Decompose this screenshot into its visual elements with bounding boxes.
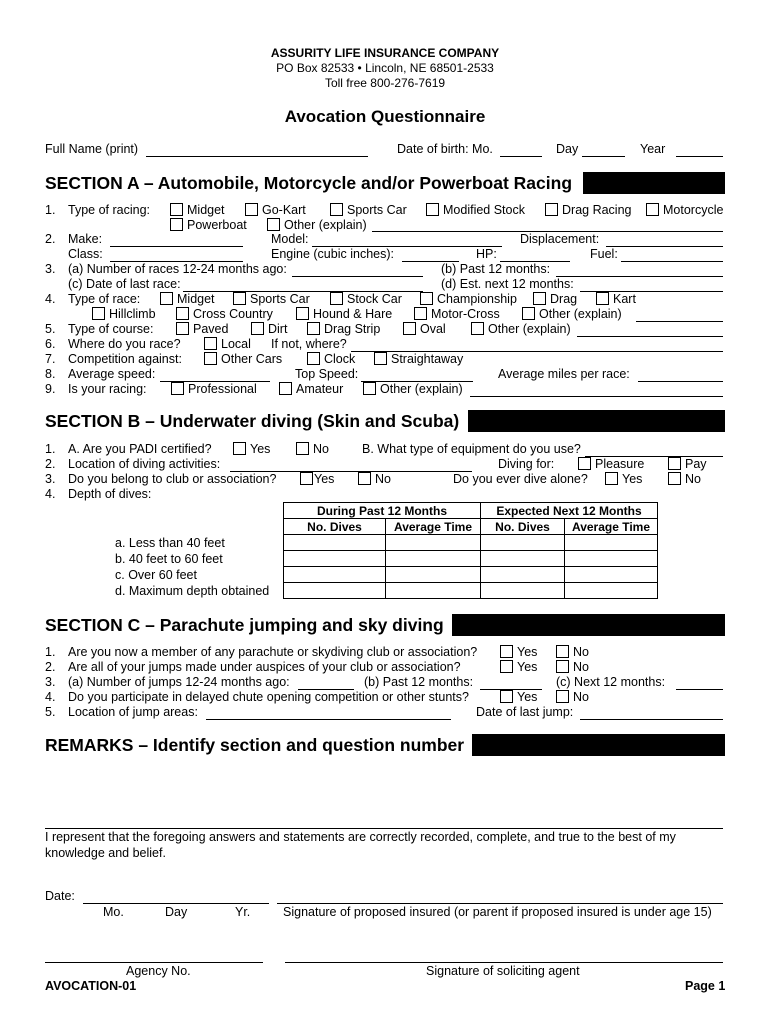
table-cell[interactable] <box>284 567 386 583</box>
checkbox-race-hound-hare[interactable]: Hound & Hare <box>296 307 392 322</box>
checkbox-course-oval[interactable]: Oval <box>403 322 446 337</box>
checkbox-motorcycle[interactable]: Motorcycle <box>646 203 723 218</box>
q-number: 3. <box>45 675 56 689</box>
class-label: Class: <box>68 247 103 261</box>
table-cell[interactable] <box>481 567 565 583</box>
racing-status-label: Is your racing: <box>68 382 147 396</box>
agent-signature-label: Signature of soliciting agent <box>426 964 580 978</box>
checkbox-clock[interactable]: Clock <box>307 352 355 367</box>
checkbox-club-no[interactable]: No <box>358 472 391 487</box>
dob-label: Date of birth: Mo. <box>397 142 493 156</box>
checkbox-alone-yes[interactable]: Yes <box>605 472 642 487</box>
checkbox-member-yes[interactable]: Yes <box>500 645 537 660</box>
form-number: AVOCATION-01 <box>45 979 137 993</box>
course-type-label: Type of course: <box>68 322 154 336</box>
fuel-field[interactable] <box>621 261 723 262</box>
section-a-title: SECTION A – Automobile, Motorcycle and/or Powerboat Racing <box>45 173 573 193</box>
table-cell[interactable] <box>386 583 481 599</box>
last-race-label: (c) Date of last race: <box>68 277 181 291</box>
racing-type-label: Type of racing: <box>68 203 150 217</box>
table-cell[interactable] <box>284 535 386 551</box>
section-c-bar <box>452 614 725 636</box>
table-col-header: No. Dives <box>284 519 386 535</box>
full-name-label: Full Name (print) <box>45 142 139 156</box>
q-number: 2. <box>45 660 56 674</box>
form-title: Avocation Questionnaire <box>284 107 486 126</box>
checkbox-race-hillclimb[interactable]: Hillclimb <box>92 307 156 322</box>
q-number: 4. <box>45 690 56 704</box>
table-col-header: Average Time <box>386 519 481 535</box>
dive-alone-label: Do you ever dive alone? <box>453 472 588 486</box>
section-b-bar <box>468 410 725 432</box>
checkbox-delayed-yes[interactable]: Yes <box>500 690 537 705</box>
checkbox-modified-stock[interactable]: Modified Stock <box>426 203 525 218</box>
agency-field[interactable] <box>45 962 263 963</box>
course-other-field[interactable] <box>577 336 723 337</box>
table-cell[interactable] <box>386 535 481 551</box>
last-jump-label: Date of last jump: <box>476 705 574 719</box>
q-number: 2. <box>45 232 56 246</box>
q-number: 6. <box>45 337 56 351</box>
q-number: 8. <box>45 367 56 381</box>
checkbox-race-drag[interactable]: Drag <box>533 292 577 307</box>
table-group-header: During Past 12 Months <box>284 503 481 519</box>
table-cell[interactable] <box>565 535 658 551</box>
dob-month-field[interactable] <box>500 156 542 157</box>
remarks-title: REMARKS – Identify section and question number <box>45 735 465 755</box>
racing-other-field[interactable] <box>470 396 723 397</box>
jumps-next-label: (c) Next 12 months: <box>556 675 666 689</box>
avg-miles-label: Average miles per race: <box>498 367 630 381</box>
dob-day-label: Day <box>556 142 579 156</box>
avg-miles-field[interactable] <box>638 381 723 382</box>
jump-location-field[interactable] <box>206 719 451 720</box>
q-number: 7. <box>45 352 56 366</box>
company-phone: Toll free 800-276-7619 <box>324 76 446 90</box>
padi-label: A. Are you PADI certified? <box>68 442 212 456</box>
checkbox-race-kart[interactable]: Kart <box>596 292 636 307</box>
company-address: PO Box 82533 • Lincoln, NE 68501-2533 <box>276 61 494 75</box>
depth-row-label: c. Over 60 feet <box>115 568 197 582</box>
checkbox-pleasure[interactable]: Pleasure <box>578 457 644 472</box>
checkbox-race-other[interactable]: Other (explain) <box>522 307 622 322</box>
table-col-header: Average Time <box>565 519 658 535</box>
q-number: 3. <box>45 472 56 486</box>
company-name: ASSURITY LIFE INSURANCE COMPANY <box>270 46 500 60</box>
displacement-label: Displacement: <box>520 232 600 246</box>
remarks-field[interactable] <box>45 828 723 829</box>
depth-row-label: d. Maximum depth obtained <box>115 584 270 598</box>
competition-label: Competition against: <box>68 352 182 366</box>
fuel-label: Fuel: <box>590 247 618 261</box>
checkbox-race-motor-cross[interactable]: Motor-Cross <box>414 307 500 322</box>
checkbox-midget[interactable]: Midget <box>170 203 225 218</box>
depth-row-label: a. Less than 40 feet <box>115 536 225 550</box>
agency-label: Agency No. <box>126 964 191 978</box>
jumps-next-field[interactable] <box>676 689 723 690</box>
checkbox-padi-yes[interactable]: Yes <box>233 442 270 457</box>
q-number: 4. <box>45 487 56 501</box>
table-cell[interactable] <box>565 551 658 567</box>
club-label: Do you belong to club or association? <box>68 472 277 486</box>
checkbox-race-midget[interactable]: Midget <box>160 292 215 307</box>
depth-label: Depth of dives: <box>68 487 152 501</box>
jumps-prior-label: (a) Number of jumps 12-24 months ago: <box>68 675 290 689</box>
q-number: 9. <box>45 382 56 396</box>
jumps-past-label: (b) Past 12 months: <box>364 675 474 689</box>
checkbox-other-cars[interactable]: Other Cars <box>204 352 282 367</box>
checkbox-sports-car[interactable]: Sports Car <box>330 203 407 218</box>
checkbox-course-drag-strip[interactable]: Drag Strip <box>307 322 380 337</box>
q-number: 4. <box>45 292 56 306</box>
q-number: 1. <box>45 442 56 456</box>
q-number: 5. <box>45 322 56 336</box>
checkbox-amateur[interactable]: Amateur <box>279 382 343 397</box>
checkbox-course-paved[interactable]: Paved <box>176 322 228 337</box>
table-cell[interactable] <box>481 551 565 567</box>
auspices-label: Are all of your jumps made under auspices of your club or association? <box>68 660 461 674</box>
date-label: Date: <box>45 889 75 903</box>
table-cell[interactable] <box>284 551 386 567</box>
q-number: 3. <box>45 262 56 276</box>
checkbox-racing-other[interactable]: Other (explain) <box>363 382 463 397</box>
table-cell[interactable] <box>386 567 481 583</box>
displacement-field[interactable] <box>606 246 723 247</box>
dob-year-field[interactable] <box>676 156 723 157</box>
diving-location-label: Location of diving activities: <box>68 457 221 471</box>
if-not-label: If not, where? <box>271 337 347 351</box>
checkbox-race-stock-car[interactable]: Stock Car <box>330 292 402 307</box>
races-prior-field[interactable] <box>292 276 423 277</box>
avg-speed-label: Average speed: <box>68 367 156 381</box>
q-number: 5. <box>45 705 56 719</box>
checkbox-straightaway[interactable]: Straightaway <box>374 352 463 367</box>
date-field[interactable] <box>83 903 269 904</box>
model-label: Model: <box>271 232 309 246</box>
section-c-title: SECTION C – Parachute jumping and sky diving <box>45 615 444 635</box>
insured-signature-label: Signature of proposed insured (or parent if proposed insured is under age 15) <box>283 905 712 919</box>
table-col-header: No. Dives <box>481 519 565 535</box>
dob-day-field[interactable] <box>582 156 625 157</box>
checkbox-alone-no[interactable]: No <box>668 472 701 487</box>
table-cell[interactable] <box>386 551 481 567</box>
member-label: Are you now a member of any parachute or skydiving club or association? <box>68 645 478 659</box>
races-next-label: (d) Est. next 12 months: <box>441 277 574 291</box>
checkbox-course-other[interactable]: Other (explain) <box>471 322 571 337</box>
checkbox-padi-no[interactable]: No <box>296 442 329 457</box>
dob-year-label: Year <box>640 142 666 156</box>
races-past-label: (b) Past 12 months: <box>441 262 551 276</box>
checkbox-race-championship[interactable]: Championship <box>420 292 517 307</box>
full-name-field[interactable] <box>146 156 368 157</box>
checkbox-professional[interactable]: Professional <box>171 382 257 397</box>
remarks-bar <box>472 734 725 756</box>
checkbox-powerboat[interactable]: Powerboat <box>170 218 247 233</box>
attestation-statement: I represent that the foregoing answers and statements are correctly recorded, complete, and true to the best of my knowledge and belief. <box>45 830 676 860</box>
page-number: Page 1 <box>685 979 726 993</box>
delayed-chute-label: Do you participate in delayed chute opening competition or other stunts? <box>68 690 469 704</box>
checkbox-go-kart[interactable]: Go-Kart <box>245 203 306 218</box>
checkbox-pay[interactable]: Pay <box>668 457 707 472</box>
table-cell[interactable] <box>565 567 658 583</box>
checkbox-auspices-no[interactable]: No <box>556 660 589 675</box>
table-cell[interactable] <box>481 535 565 551</box>
table-cell[interactable] <box>565 583 658 599</box>
equipment-label: B. What type of equipment do you use? <box>362 442 581 456</box>
year-label: Yr. <box>235 905 251 919</box>
checkbox-other[interactable]: Other (explain) <box>267 218 367 233</box>
checkbox-auspices-yes[interactable]: Yes <box>500 660 537 675</box>
hp-label: HP: <box>476 247 497 261</box>
last-jump-field[interactable] <box>580 719 723 720</box>
q-number: 2. <box>45 457 56 471</box>
checkbox-member-no[interactable]: No <box>556 645 589 660</box>
checkbox-delayed-no[interactable]: No <box>556 690 589 705</box>
table-cell[interactable] <box>481 583 565 599</box>
checkbox-local[interactable]: Local <box>204 337 251 352</box>
section-a-bar <box>583 172 725 194</box>
make-field[interactable] <box>110 246 243 247</box>
engine-label: Engine (cubic inches): <box>271 247 394 261</box>
diving-for-label: Diving for: <box>498 457 555 471</box>
agent-signature-field[interactable] <box>285 962 723 963</box>
table-cell[interactable] <box>284 583 386 599</box>
checkbox-club-yes[interactable]: Yes <box>300 472 334 487</box>
month-label: Mo. <box>103 905 124 919</box>
checkbox-drag-racing[interactable]: Drag Racing <box>545 203 631 218</box>
q-number: 1. <box>45 203 56 217</box>
jump-location-label: Location of jump areas: <box>68 705 198 719</box>
make-label: Make: <box>68 232 103 246</box>
checkbox-course-dirt[interactable]: Dirt <box>251 322 287 337</box>
dive-table <box>283 502 658 599</box>
section-b-title: SECTION B – Underwater diving (Skin and Scuba) <box>45 411 460 431</box>
races-past-field[interactable] <box>556 276 723 277</box>
where-race-label: Where do you race? <box>68 337 181 351</box>
checkbox-race-cross-country[interactable]: Cross Country <box>176 307 273 322</box>
depth-row-label: b. 40 feet to 60 feet <box>115 552 223 566</box>
table-group-header: Expected Next 12 Months <box>481 503 658 519</box>
q-number: 1. <box>45 645 56 659</box>
top-speed-label: Top Speed: <box>295 367 359 381</box>
checkbox-race-sports-car[interactable]: Sports Car <box>233 292 310 307</box>
races-prior-label: (a) Number of races 12-24 months ago: <box>68 262 287 276</box>
race-other-field[interactable] <box>636 321 723 322</box>
race-type-label: Type of race: <box>68 292 141 306</box>
insured-signature-field[interactable] <box>277 903 723 904</box>
day-label: Day <box>165 905 188 919</box>
